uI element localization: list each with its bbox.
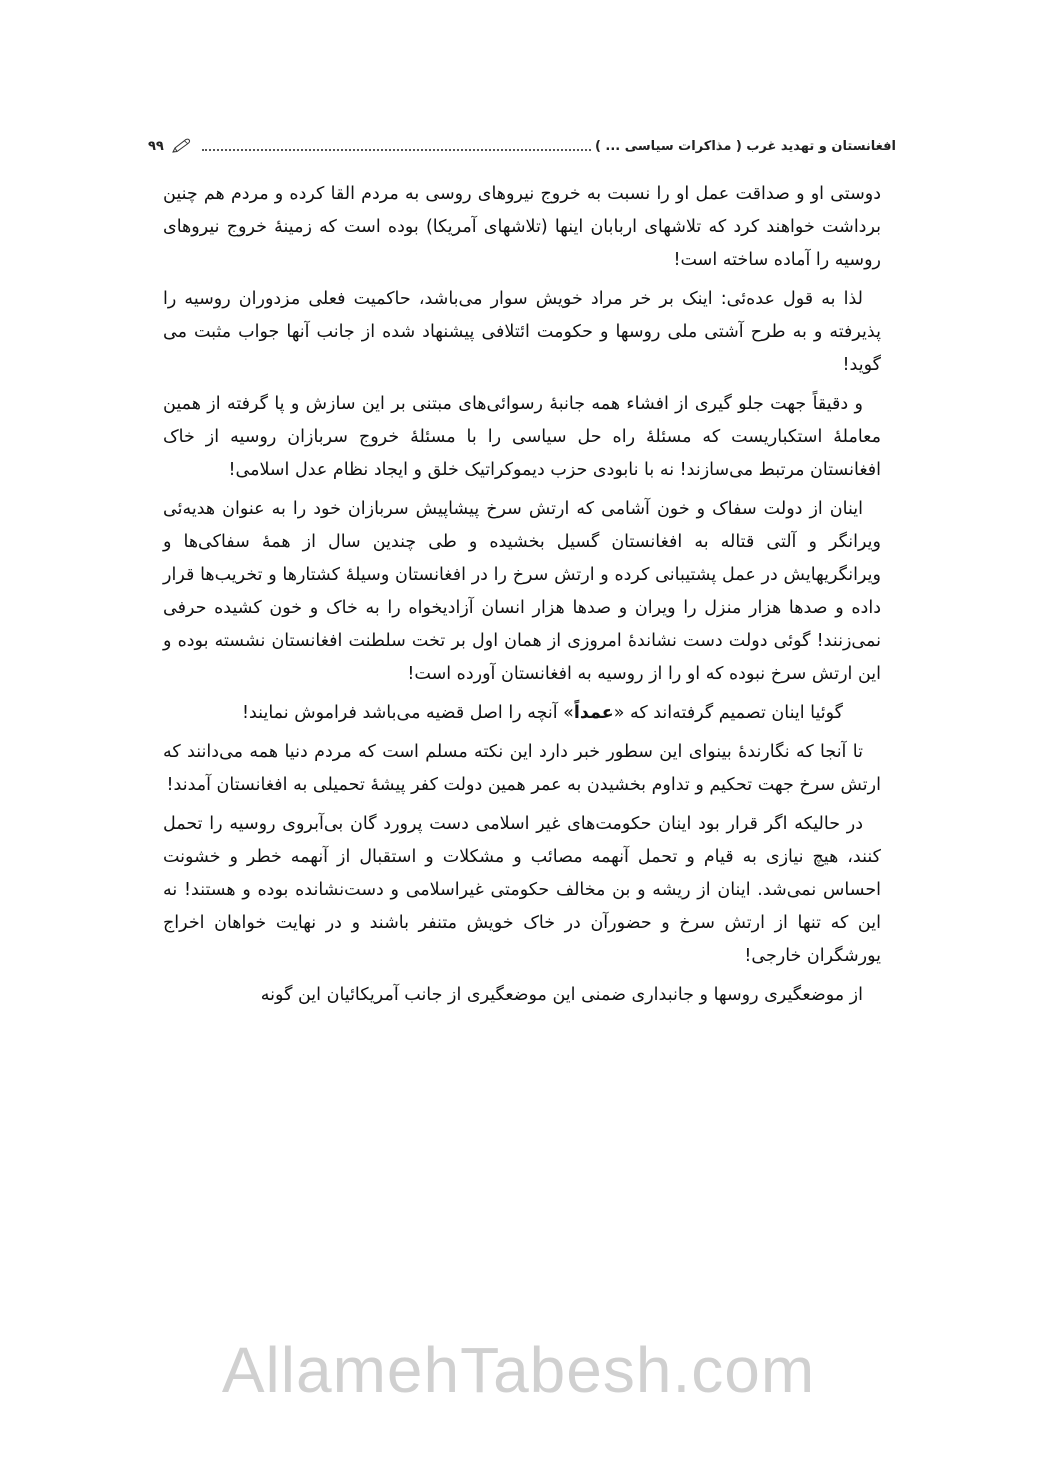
paragraph-with-emphasis: [163, 697, 881, 730]
watermark: AllamehTabesh.com: [221, 1334, 816, 1406]
paragraph: تا آنجا که نگارندهٔ بینوای این سطور خبر دارد این نکته مسلم است که مردم دنیا همه می‌دانند که ارتش سرخ جهت تحکیم و تداوم بخشیدن به عمر همین دولت کفر پیشهٔ تحمیلی به افغانستان آمدند!: [163, 742, 881, 795]
paragraph: در حالیکه اگر قرار بود اینان حکومت‌های غیر اسلامی دست پرورد گان بی‌آبروی روسیه را تحمل کنند، هیچ نیازی به قیام و تحمل آنهمه مصائب و مشکلات و استقبال از آنهمه خطر و خشونت احساس نمی‌شد. اینان از ریشه و بن مخالف حکومتی غیراسلامی و دست‌نشانده بوده و هستند! نه این که تنها از ارتش سرخ و حضورآن در خاک خویش متنفر باشند و در نهایت خواهان اخراج یورشگران خارجی!: [163, 814, 881, 966]
emphasis-text: عمداً: [573, 703, 614, 723]
header-title: افغانستان و تهدید غرب ( مذاکرات سیاسی ... ): [594, 138, 896, 154]
running-header: [148, 134, 896, 158]
paragraph: اینان از دولت سفاک و خون آشامی که ارتش سرخ پیشاپیش سربازان خود را به عنوان هدیه‌ئی ویرانگر و آلتی قتاله به افغانستان گسیل بخشیده و طی چندین سال از همهٔ سفاکی‌ها و ویرانگریهایش در عمل پشتیبانی کرده و ارتش سرخ را در افغانستان وسیلهٔ کشتارها و تخریب‌ها قرار داده و صدها هزار منزل را ویران و صدها هزار انسان آزادیخواه را به خاک و خون کشیده حرفی نمی‌زنند! گوئی دولت دست نشاندهٔ امروزی از همان اول بر تخت سلطنت افغانستان نشسته بوده و این ارتش سرخ نبوده که او را از روسیه به افغانستان آورده است!: [163, 499, 881, 684]
page-number: ۹۹: [148, 138, 164, 154]
paragraph: دوستی او و صداقت عمل او را نسبت به خروج نیروهای روسی به مردم القا کرده و مردم هم چنین برداشت خواهند کرد که تلاشهای اربابان اینها (تلاشهای آمریکا) بوده است که زمینهٔ خروج نیروهای روسیه را آماده ساخته است!: [163, 184, 881, 270]
paragraph-text: » آنچه را اصل قضیه می‌باشد فراموش نمایند!: [241, 703, 574, 723]
paragraph: و دقیقاً جهت جلو گیری از افشاء همه جانبهٔ رسوائی‌های مبتنی بر این سازش و پا گرفته از همین معاملهٔ استکباریست که مسئلهٔ راه حل سیاسی را با مسئلهٔ خروج سربازان روسیه از خاک افغانستان مرتبط می‌سازند! نه با نابودی حزب دیموکراتیک خلق و ایجاد نظام عدل اسلامی!: [163, 394, 881, 480]
header-dotted-leader: [202, 149, 591, 151]
paragraph: لذا به قول عده‌ئی: اینک بر خر مراد خویش سوار می‌باشد، حاکمیت فعلی مزدوران روسیه را پذیرفته و به طرح آشتی ملی روسها و حکومت ائتلافی پیشنهاد شده از جانب آنها جواب مثبت می گوید!: [163, 289, 881, 375]
pencil-icon: [170, 138, 192, 154]
body-text: [163, 178, 881, 1018]
paragraph-text: گوئیا اینان تصمیم گرفته‌اند که «: [613, 703, 843, 723]
paragraph: از موضعگیری روسها و جانبداری ضمنی این موضعگیری از جانب آمریکائیان این گونه: [260, 985, 863, 1005]
